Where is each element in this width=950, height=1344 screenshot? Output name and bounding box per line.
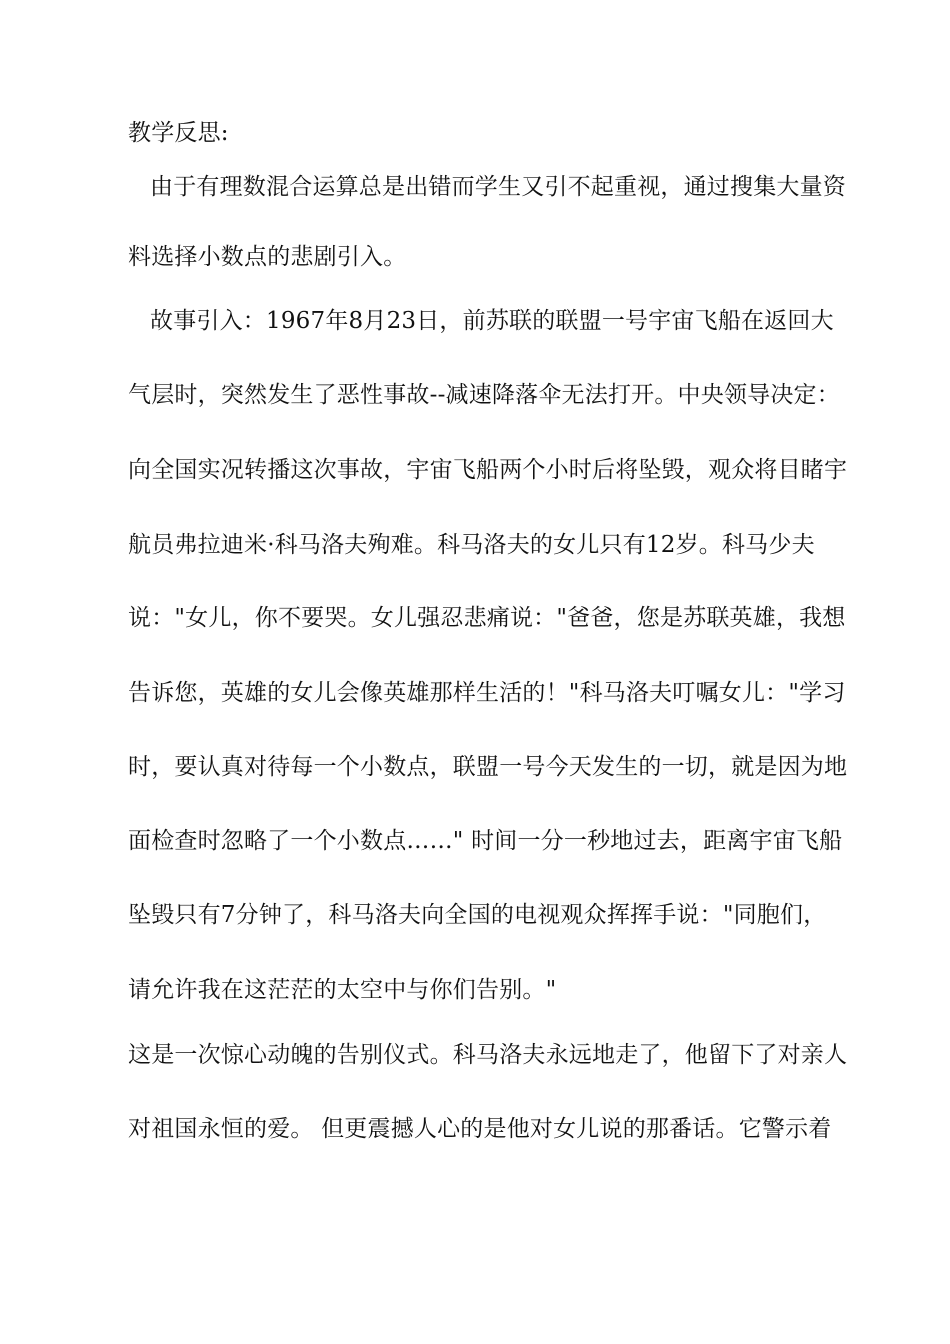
paragraph-line: 故事引入：1967年8月23日，前苏联的联盟一号宇宙飞船在返回大	[150, 308, 834, 334]
paragraph-line: 坠毁只有7分钟了，科马洛夫向全国的电视观众挥挥手说："同胞们，	[128, 902, 827, 928]
paragraph-line: 时，要认真对待每一个小数点，联盟一号今天发生的一切，就是因为地	[128, 754, 848, 780]
paragraph-line: 向全国实况转播这次事故，宇宙飞船两个小时后将坠毁，观众将目睹宇	[128, 457, 848, 483]
section-heading: 教学反思:	[128, 120, 229, 146]
paragraph-line: 告诉您，英雄的女儿会像英雄那样生活的！"科马洛夫叮嘱女儿："学习	[128, 680, 846, 706]
paragraph-line: 说："女儿，你不要哭。女儿强忍悲痛说："爸爸，您是苏联英雄，我想	[128, 605, 846, 631]
paragraph-line: 气层时，突然发生了恶性事故--减速降落伞无法打开。中央领导决定：	[128, 382, 840, 408]
paragraph-line: 面检查时忽略了一个小数点……" 时间一分一秒地过去，距离宇宙飞船	[128, 828, 843, 854]
paragraph-line: 请允许我在这茫茫的太空中与你们告别。"	[128, 977, 557, 1003]
paragraph-line: 由于有理数混合运算总是出错而学生又引不起重视，通过搜集大量资	[150, 174, 846, 200]
paragraph-line: 料选择小数点的悲剧引入。	[128, 244, 407, 270]
paragraph-line: 航员弗拉迪米·科马洛夫殉难。科马洛夫的女儿只有12岁。科马少夫	[128, 532, 815, 558]
paragraph-line: 这是一次惊心动魄的告别仪式。科马洛夫永远地走了，他留下了对亲人	[128, 1042, 848, 1068]
paragraph-line: 对祖国永恒的爱。 但更震撼人心的是他对女儿说的那番话。它警示着	[128, 1116, 832, 1142]
